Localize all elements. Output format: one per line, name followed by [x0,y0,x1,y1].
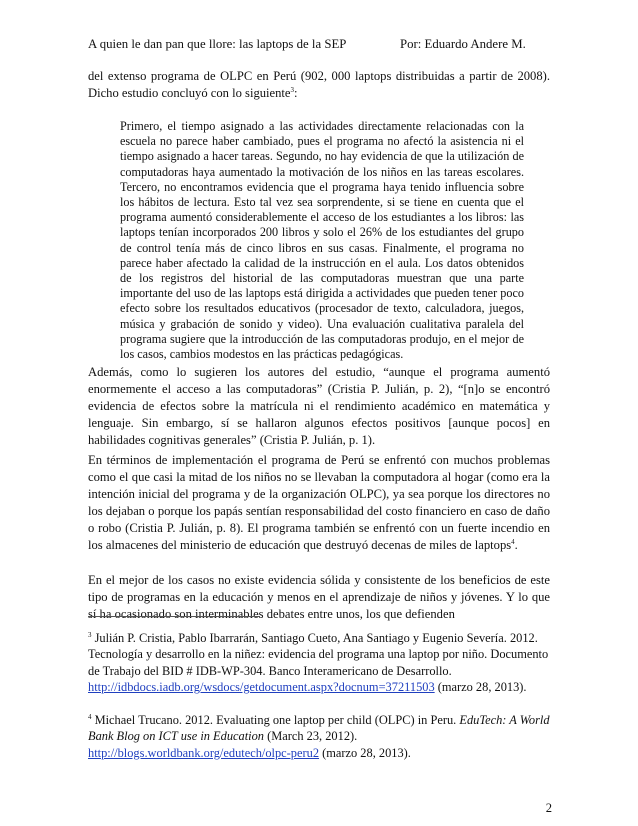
paragraph-1: Además, como lo sugieren los autores del estudio, “aunque el programa aumentó enormemente el acceso a las computadoras” (Cristia P. Julián, p. 2), “[n]o se encontró evidencia de efectos sobre la matrícula ni el rendimiento académico en matemática y lenguaje. Sin embargo, sí se hallaron algunos efectos positivos [aunque pocos] en habilidades cognitivas generales” (Cristia P. Julián, p. 1). [88,365,550,447]
footnote-ref-3[interactable]: 3 [290,85,295,94]
paragraph-2 [88,452,550,554]
footnote-3-tail: (marzo 28, 2013). [434,680,527,695]
footnote-4-text: Michael Trucano. 2012. Evaluating one laptop per child (OLPC) in Peru. [91,713,460,727]
footnote-3-number: 3 [88,630,92,639]
intro-text: del extenso programa de OLPC en Perú (902, 000 laptops distribuidas a partir de 2008). Dicho estudio concluyó con lo siguiente [88,69,550,100]
running-header [88,36,548,52]
footnote-4 [88,712,550,761]
footnote-3 [88,630,550,696]
paragraph-2-tail: . [514,538,518,552]
footnote-3-text: Julián P. Cristia, Pablo Ibarrarán, Santiago Cueto, Ana Santiago y Eugenio Severía. 2012. Tecnología y desarrollo en la niñez: evidencia del programa una laptop por niño. Documento de Trabajo del BID # IDB-WP-304. Banco Interamericano de Desarrollo. [88,631,549,678]
intro-paragraph [88,68,550,102]
footnote-4-link[interactable]: http://blogs.worldbank.org/edutech/olpc-peru2 [88,745,320,760]
footnote-4-tail: (marzo 28, 2013). [319,745,411,760]
footnote-separator [88,616,260,617]
intro-tail: : [294,86,298,100]
page-number: 2 [545,801,552,815]
footnote-4-mid: (March 23, 2012). [263,729,358,744]
footnote-4-italic: EduTech: A World Bank Blog on ICT use in Education [88,713,550,744]
paragraph-3: En el mejor de los casos no existe evidencia sólida y consistente de los beneficios de este tipo de programas en la educación y menos en el aprendizaje de niños y jóvenes. Y lo que sí ha ocasionado son interminables debates entre unos, los que defienden [88,573,550,621]
block-quote: Primero, el tiempo asignado a las actividades directamente relacionadas con la escuela no parece haber cambiado, pues el programa no afectó la asistencia ni el tiempo asignado a hacer tareas. Segundo, no hay evidencia de que la utilización de computadoras haya aumentado la motivación de los niños en las tareas escolares. Tercero, no encontramos evidencia que el programa haya tenido influencia sobre los hábitos de lectura. Esto tal vez sea sorprendente, si se tiene en cuenta que el programa aumentó considerablemente el acceso de los estudiantes a los libros: las laptops tenían incorporados 200 libros y solo el 26% de los estudiantes del grupo de control tenía más de cinco libros en sus casas. Finalmente, el programa no parece haber afectado la calidad de la instrucción en el aula. Los datos obtenidos de los registros del historial de las computadoras muestran que una parte importante del uso de las laptops está dirigida a actividades que pueden tener poco efecto sobre los resultados educativos (procesador de texto, calculadora, juegos, música y grabación de sonido y video). Una evaluación cualitativa paralela del programa sugiere que la introducción de las computadoras produjo, en el mejor de los casos, cambios modestos en las prácticas pedagógicas. [120,119,524,362]
footnote-ref-4[interactable]: 4 [511,537,515,546]
footnote-4-number: 4 [88,712,92,721]
paragraph-2-text: En términos de implementación el programa de Perú se enfrentó con muchos problemas como el que casi la mitad de los niños no se llevaban la computadora al hogar (como era la intención inicial del programa y de la organización OLPC), ya sea porque los directores no los dejaban o porque los papás sentían responsabilidad del costo financiero en caso de daño o robo (Cristia P. Julián, p. 8). El programa también se enfrentó con un fuerte incendio en los almacenes del ministerio de educación que destruyó decenas de miles de laptops [88,453,550,552]
header-author: Por: Eduardo Andere M. [400,37,526,51]
header-title: A quien le dan pan que llore: las laptops de la SEP [88,37,347,51]
footnote-3-link[interactable]: http://idbdocs.iadb.org/wsdocs/getdocument.aspx?docnum=37211503 [88,680,435,695]
